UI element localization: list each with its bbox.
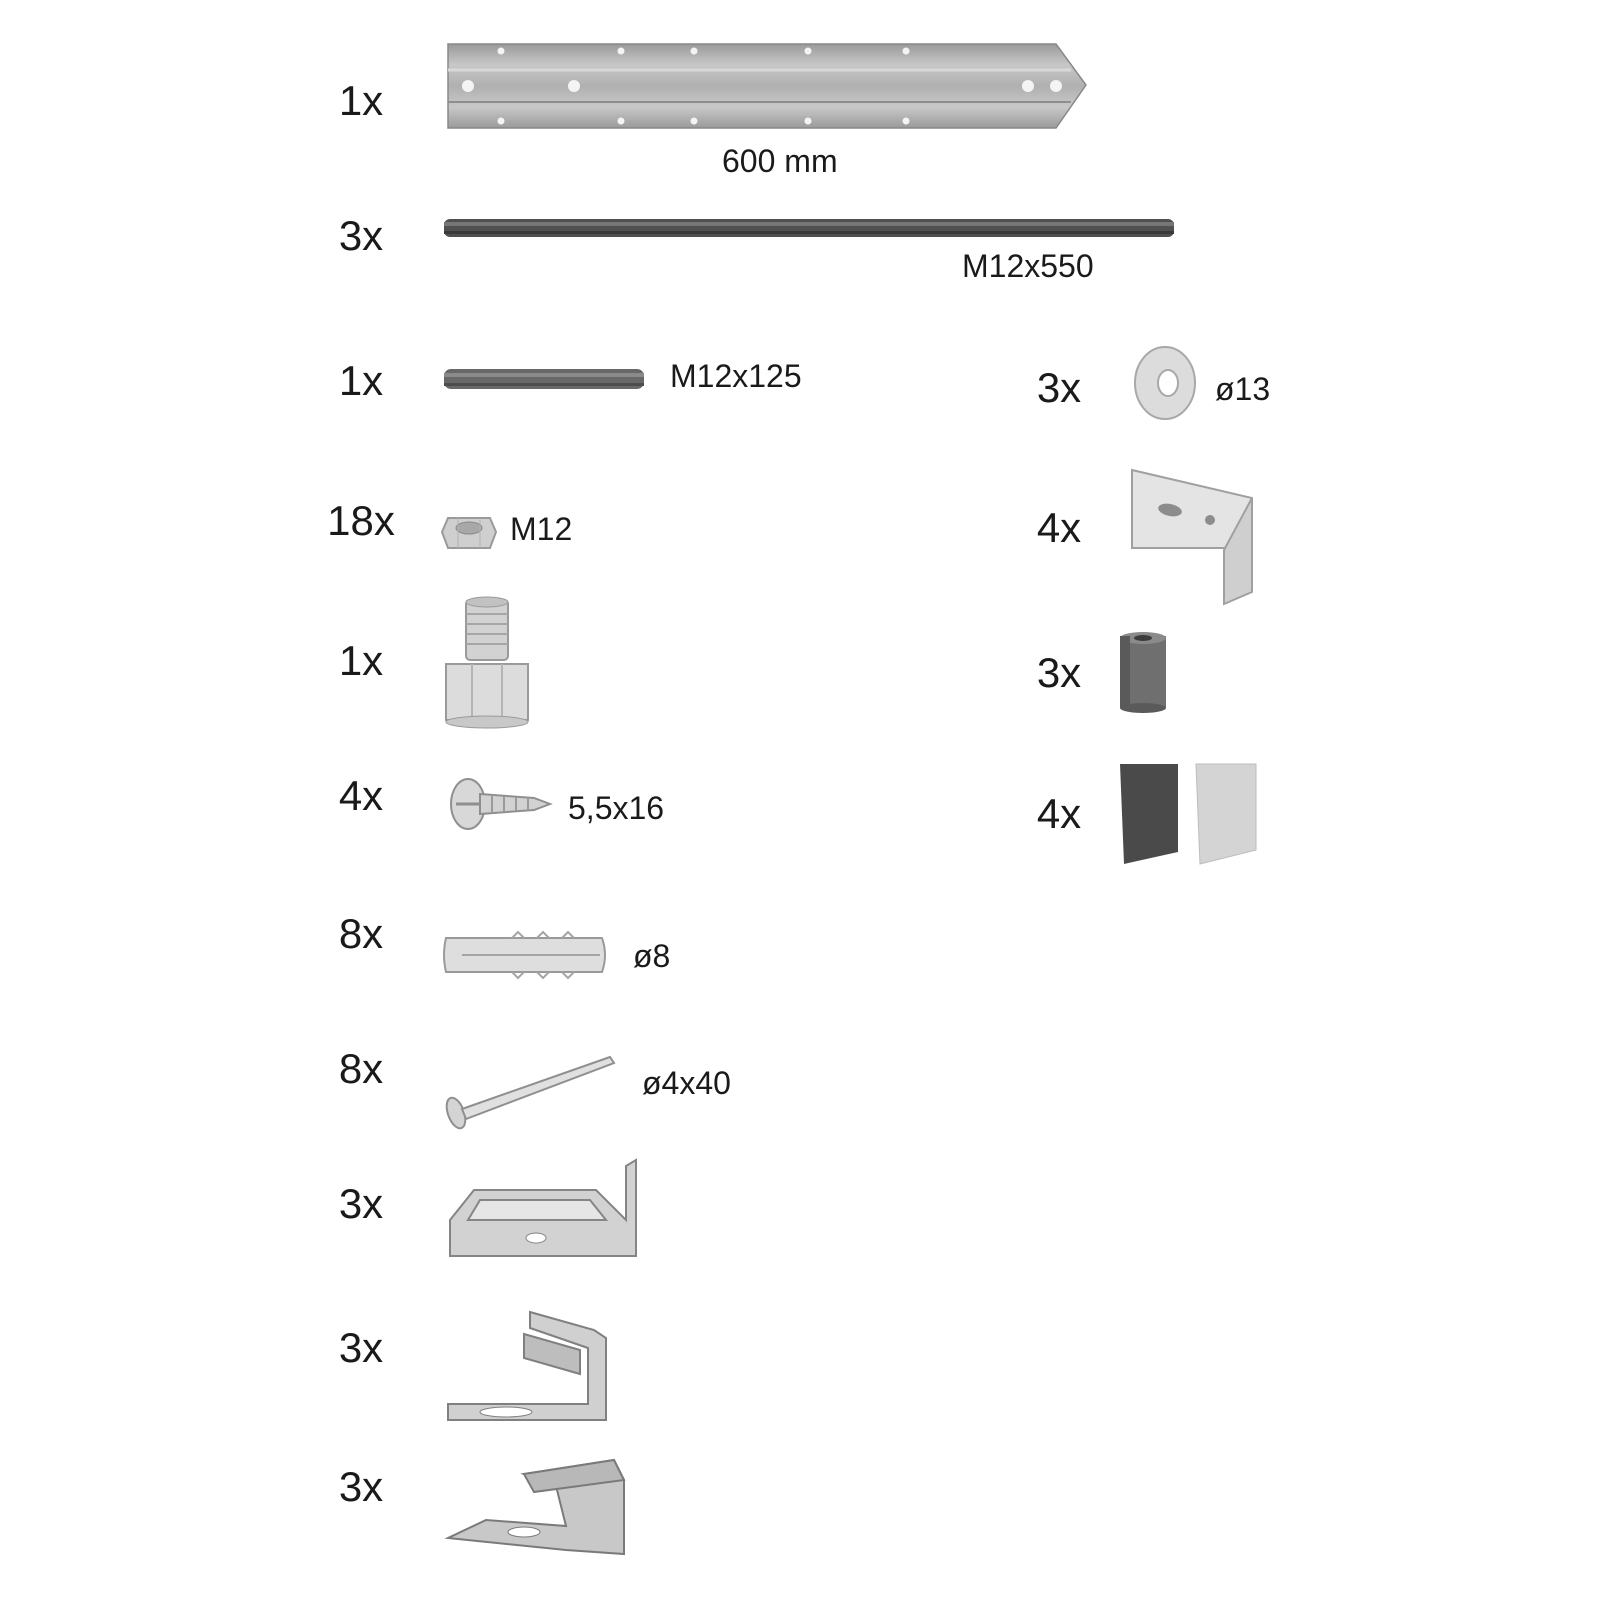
- clamp-bracket-b-icon: [446, 1308, 626, 1428]
- clamp-bracket-a-icon: [446, 1160, 646, 1270]
- qty-rubber-spacer: 3x: [1036, 649, 1082, 696]
- qty-nail: 8x: [338, 1045, 384, 1092]
- rubber-spacer-icon: [1116, 628, 1176, 718]
- qty-clamp-bracket-b: 3x: [338, 1324, 384, 1371]
- label-hex-nut: M12: [510, 511, 573, 547]
- label-washer: ø13: [1215, 371, 1271, 407]
- qty-clamp-bracket-c: 3x: [338, 1463, 384, 1510]
- label-threaded-rod-long: M12x550: [962, 248, 1094, 284]
- label-threaded-rod-short: M12x125: [670, 358, 802, 394]
- reducer-fitting-icon: [442, 596, 542, 736]
- qty-mounting-rail: 1x: [338, 77, 384, 124]
- clamp-bracket-c-icon: [446, 1450, 636, 1560]
- label-wall-plug: ø8: [633, 938, 671, 974]
- qty-adhesive-pad: 4x: [1036, 790, 1082, 837]
- qty-wall-plug: 8x: [338, 910, 384, 957]
- qty-screw: 4x: [338, 772, 384, 819]
- adhesive-pad-icon: [1116, 760, 1266, 870]
- wall-plug-icon: [442, 930, 612, 980]
- label-mounting-rail: 600 mm: [722, 143, 838, 179]
- label-nail: ø4x40: [642, 1065, 731, 1101]
- mounting-rail-icon: [446, 40, 1096, 135]
- qty-threaded-rod-long: 3x: [338, 212, 384, 259]
- qty-clamp-bracket-a: 3x: [338, 1180, 384, 1227]
- hex-nut-icon: [440, 510, 500, 555]
- qty-threaded-rod-short: 1x: [338, 357, 384, 404]
- threaded-rod-long-icon: [442, 215, 1182, 245]
- qty-angle-bracket: 4x: [1036, 504, 1082, 551]
- angle-bracket-icon: [1130, 468, 1260, 608]
- threaded-rod-short-icon: [442, 366, 652, 396]
- qty-hex-nut: 18x: [327, 497, 395, 544]
- nail-icon: [442, 1053, 622, 1133]
- washer-icon: [1130, 343, 1200, 423]
- qty-reducer-fitting: 1x: [338, 637, 384, 684]
- label-screw: 5,5x16: [568, 790, 665, 826]
- screw-icon: [446, 776, 552, 836]
- qty-washer: 3x: [1036, 364, 1082, 411]
